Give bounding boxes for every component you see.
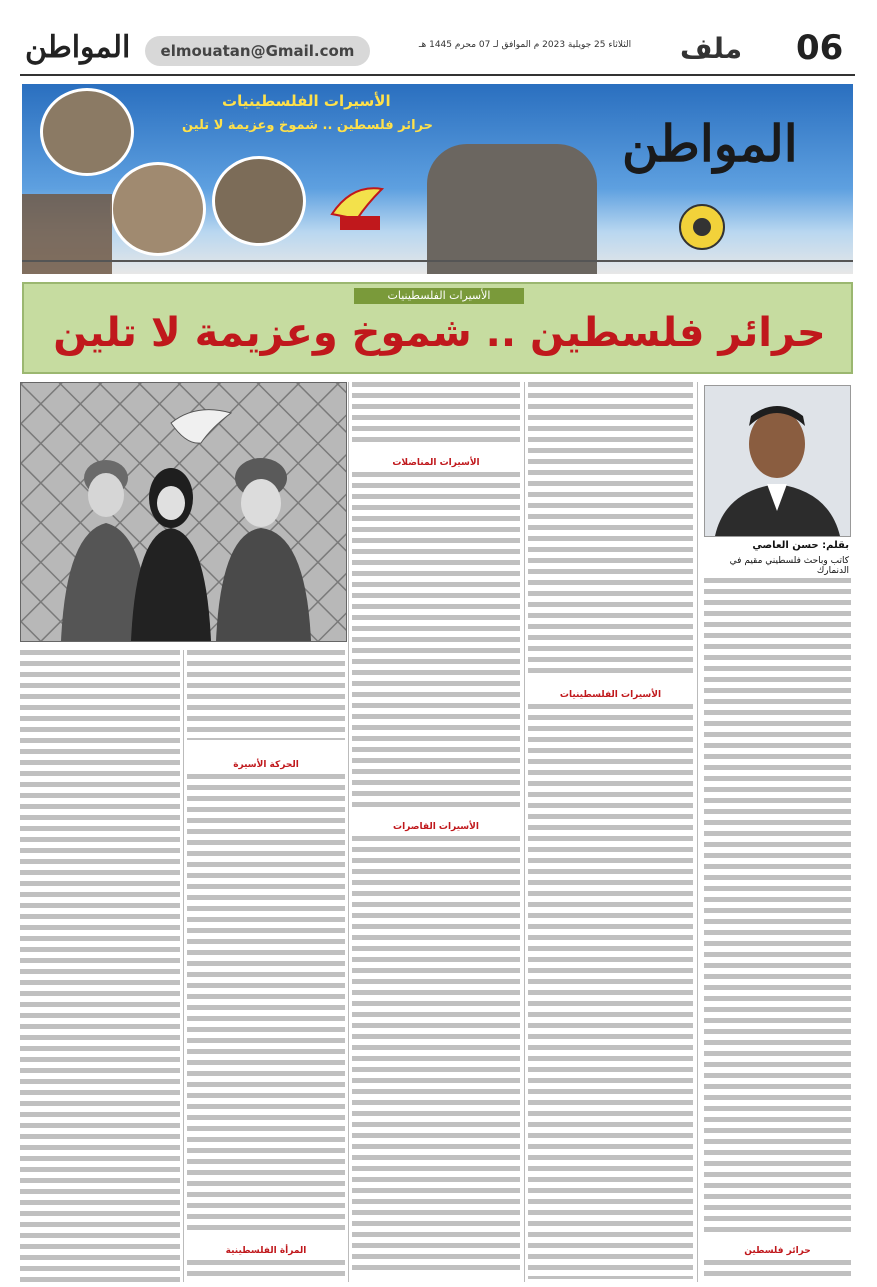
banner-photo-3 bbox=[212, 156, 306, 246]
headline-kicker: الأسيرات الفلسطينيات bbox=[354, 288, 524, 304]
banner-soldiers-photo bbox=[427, 144, 597, 274]
column-1 bbox=[704, 578, 851, 1278]
column-4-text-c bbox=[187, 1260, 345, 1282]
column-5-text bbox=[20, 650, 180, 1282]
article-photo bbox=[20, 382, 347, 642]
column-rule bbox=[524, 382, 525, 1282]
author-name: بقلم: حسن العاصي bbox=[752, 540, 849, 551]
page-header bbox=[0, 0, 877, 78]
section-name: ملف bbox=[680, 32, 743, 65]
column-3-subhead-2: الأسيرات القاصرات bbox=[393, 822, 479, 832]
banner-photo-2 bbox=[110, 162, 206, 256]
issue-info: الثلاثاء 25 جويلية 2023 م الموافق لـ 07 محرم 1445 هـ bbox=[418, 40, 632, 50]
column-3-text-a bbox=[352, 382, 520, 447]
column-4-subhead-1: الحركة الأسيرة bbox=[233, 760, 299, 770]
headline-box bbox=[22, 282, 853, 374]
column-4-subhead-2: المرأة الفلسطينية bbox=[225, 1246, 307, 1256]
emblem-icon bbox=[677, 202, 727, 252]
barbed-wire bbox=[22, 260, 853, 262]
section-banner bbox=[22, 84, 853, 274]
dove-icon bbox=[322, 174, 392, 234]
column-rule bbox=[183, 650, 184, 1282]
newspaper-logo: المواطن bbox=[25, 30, 131, 65]
banner-title: المواطن bbox=[622, 114, 798, 173]
column-1-text bbox=[704, 578, 851, 1238]
header-divider bbox=[20, 74, 855, 76]
column-1-subhead: حرائر فلسطين bbox=[744, 1246, 811, 1256]
banner-subtitle-1: الأسيرات الفلسطينيات bbox=[222, 92, 391, 110]
column-3 bbox=[352, 382, 520, 1282]
column-rule bbox=[348, 382, 349, 1282]
column-4-text-a bbox=[187, 650, 345, 740]
column-4-text-b bbox=[187, 774, 345, 1234]
column-4 bbox=[187, 650, 345, 1282]
column-2-text-b bbox=[528, 704, 693, 1279]
column-1-text-end bbox=[704, 1260, 851, 1278]
column-3-subhead-1: الأسيرات المناضلات bbox=[392, 458, 480, 468]
column-5 bbox=[20, 650, 180, 1282]
column-2-subhead: الأسيرات الفلسطينيات bbox=[559, 690, 662, 700]
email-badge: elmouatan@Gmail.com bbox=[145, 36, 370, 66]
column-2 bbox=[528, 382, 693, 1282]
column-3-text-b bbox=[352, 472, 520, 812]
banner-subtitle-2: حرائر فلسطين .. شموخ وعزيمة لا تلين bbox=[182, 118, 434, 133]
column-2-text-a bbox=[528, 382, 693, 677]
banner-photo-1 bbox=[40, 88, 134, 176]
author-photo bbox=[704, 385, 851, 537]
column-3-text-c bbox=[352, 836, 520, 1276]
author-title: كاتب وباحث فلسطيني مقيم في الدنمارك bbox=[729, 556, 849, 576]
page-number: 06 bbox=[796, 28, 844, 68]
column-rule bbox=[697, 382, 698, 1282]
article-headline: حرائر فلسطين .. شموخ وعزيمة لا تلين bbox=[53, 310, 826, 356]
banner-photo-4 bbox=[22, 194, 112, 274]
